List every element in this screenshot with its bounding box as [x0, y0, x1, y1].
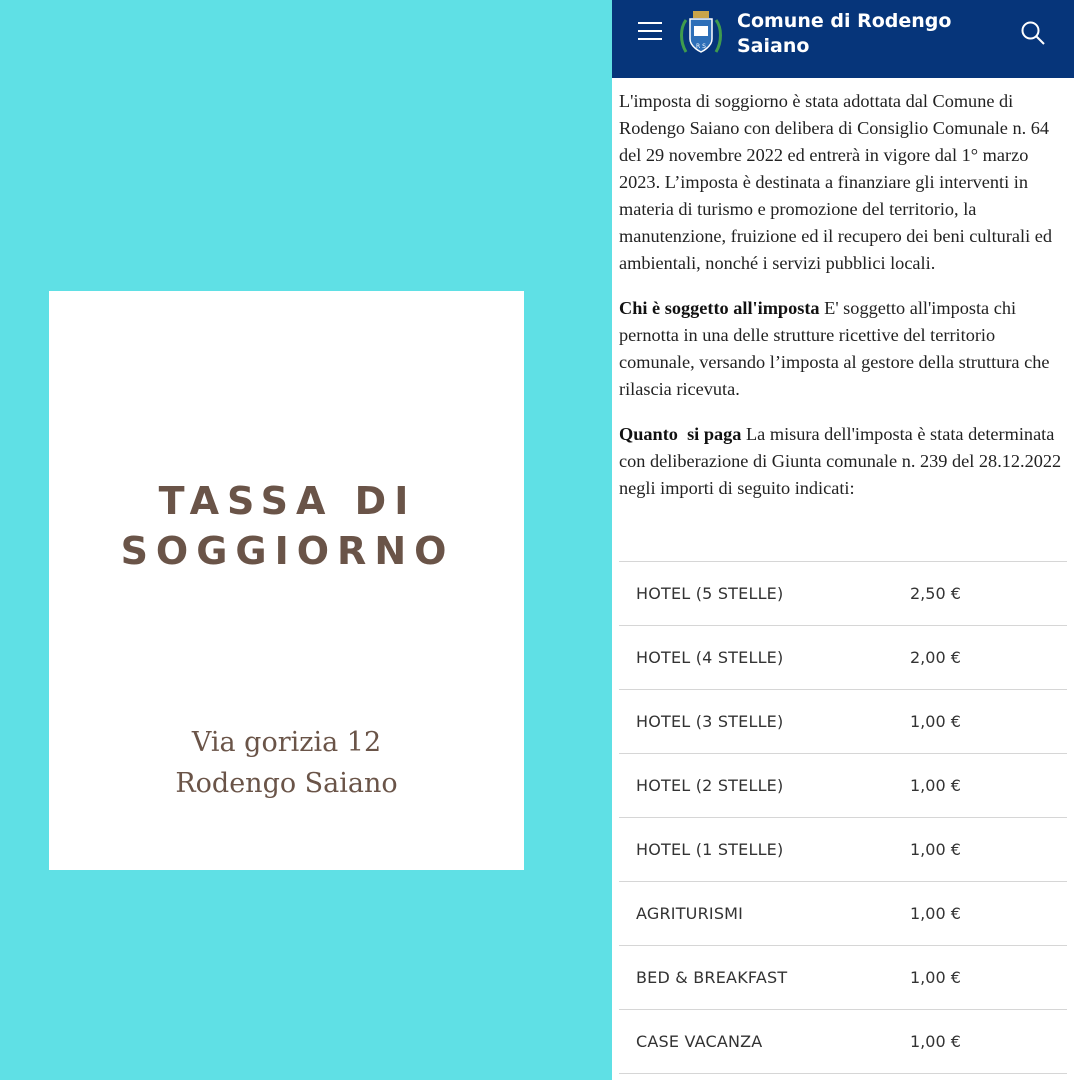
table-row	[619, 1010, 1067, 1074]
rate-price: 1,00 €	[910, 840, 961, 859]
amount-heading: Quanto si paga	[619, 424, 742, 444]
search-icon[interactable]	[1020, 20, 1046, 46]
hamburger-menu-icon[interactable]	[638, 22, 662, 42]
rate-name: HOTEL (3 STELLE)	[636, 712, 784, 731]
rate-price: 1,00 €	[910, 1032, 961, 1051]
mobile-screenshot	[612, 0, 1080, 1080]
rate-price: 1,00 €	[910, 904, 961, 923]
site-name-line-2: Saiano	[737, 35, 810, 57]
rate-name: HOTEL (5 STELLE)	[636, 584, 784, 603]
card-title-line-1: TASSA DI	[158, 479, 417, 523]
subject-text: E' soggetto all'imposta chi pernotta in una delle strutture ricettive del territorio comunale, versando l’imposta al gestore della struttura che rilascia ricevuta.	[619, 298, 1050, 399]
rate-name: BED & BREAKFAST	[636, 968, 788, 987]
rate-name: HOTEL (4 STELLE)	[636, 648, 784, 667]
rate-price: 1,00 €	[910, 712, 961, 731]
table-row	[619, 754, 1067, 818]
site-name-line-1: Comune di Rodengo	[737, 10, 952, 32]
amount-paragraph	[619, 421, 1071, 502]
rate-name: HOTEL (1 STELLE)	[636, 840, 784, 859]
rate-name: HOTEL (2 STELLE)	[636, 776, 784, 795]
card-title	[0, 476, 575, 576]
card-title-line-2: SOGGIORNO	[120, 529, 455, 573]
rate-price: 2,00 €	[910, 648, 961, 667]
card-address	[49, 722, 524, 804]
rate-price: 1,00 €	[910, 968, 961, 987]
intro-paragraph: L'imposta di soggiorno è stata adottata dal Comune di Rodengo Saiano con delibera di Consiglio Comunale n. 64 del 29 novembre 2022 ed entrerà in vigore dal 1° marzo 2023. L’imposta è destinata a finanziare gli interventi in materia di turismo e promozione del territorio, la manutenzione, fruizione ed il recupero dei beni culturali ed ambientali, nonché i servizi pubblici locali.	[619, 91, 1052, 273]
table-row	[619, 690, 1067, 754]
site-name[interactable]	[737, 9, 951, 59]
address-street: Via gorizia 12	[191, 727, 382, 758]
subject-paragraph	[619, 295, 1071, 403]
site-header	[612, 0, 1074, 78]
rate-name: AGRITURISMI	[636, 904, 744, 923]
rate-name: CASE VACANZA	[636, 1032, 763, 1051]
rates-table	[619, 561, 1067, 1074]
crest-letters: R S	[696, 43, 706, 50]
subject-heading: Chi è soggetto all'imposta	[619, 298, 820, 318]
table-row	[619, 882, 1067, 946]
rate-price: 2,50 €	[910, 584, 961, 603]
table-row	[619, 562, 1067, 626]
rate-price: 1,00 €	[910, 776, 961, 795]
municipal-crest-logo	[678, 8, 724, 58]
table-row	[619, 818, 1067, 882]
address-town: Rodengo Saiano	[175, 768, 398, 799]
article-body	[619, 88, 1071, 520]
table-row	[619, 626, 1067, 690]
amount-text: La misura dell'imposta è stata determinata con deliberazione di Giunta comunale n. 239 del 28.12.2022 negli importi di seguito indicati:	[619, 424, 1062, 498]
table-row	[619, 946, 1067, 1010]
